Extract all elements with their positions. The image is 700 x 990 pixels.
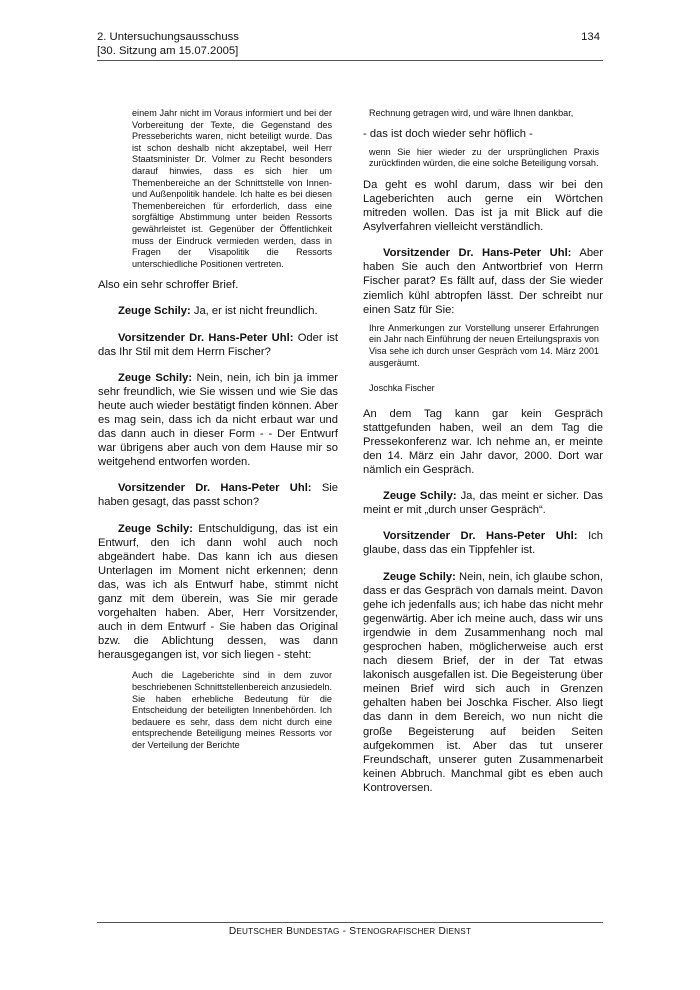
footer-word: EUTSCHER: [236, 927, 284, 936]
quoted-letter-excerpt: einem Jahr nicht im Voraus informiert und bei der Vorbereitung der Texte, die Gegenstand des Presseberichts waren, nicht beteiligt wurde. Das ist schon deshalb nicht akzeptabel, weil Herr Staatsminister Dr. Volmer zu Recht besonders darauf hinwies, dass es sich hier um Themenbereiche an der Schnittstelle von Innen- und Außenpolitik handele. Ich halte es bei diesen Themenbereichen für erforderlich, dass eine sorgfältige Abstimmung unter beiden Ressorts gewährleistet ist. Gegenüber der Öffentlichkeit muss der Eindruck vermieden werden, dass in Fragen der Visapolitik die Ressorts unterschiedliche Positionen vertreten.: [132, 108, 332, 269]
footer-word: TENOGRAFISCHER: [356, 927, 436, 936]
speech-text: Nein, nein, ich bin ja immer sehr freundlich, wie Sie wissen und wie Sie das heute auch wieder bestätigt finden können. Aber es mag sein, dass ich da nicht erbaut war und das dann auch in dieser Form - - Der Entwurf war übrigens aber auch von dem Hause mir so weitgehend entworfen worden.: [98, 371, 338, 469]
quoted-letter-excerpt: Rechnung getragen wird, und wäre Ihnen dankbar,: [369, 108, 574, 118]
speaker-name: Vorsitzender Dr. Hans-Peter Uhl:: [118, 482, 312, 495]
speaker-name: Zeuge Schily:: [118, 522, 193, 535]
speech-text: Entschuldigung, das ist ein Entwurf, den ich dann wohl auch noch abgeändert habe. Das kann ich aus diesen Unterlagen im Moment nicht erkennen; denn das, was ich als Entwurf habe, stimmt nicht ganz mit dem überein, was Sie mir gerade vorgehalten haben. Aber, Herr Vorsitzender, auch in dem Entwurf - Sie haben das Original bzw. die Ablichtung dessen, was dann herausgegangen ist, vor sich liegen - steht:: [98, 522, 338, 662]
speaker-paragraph: [363, 529, 603, 557]
footer-separator: -: [339, 926, 350, 937]
speaker-paragraph: [98, 331, 338, 359]
speaker-paragraph: [98, 371, 338, 470]
speech-text: Ja, das meint er sicher. Das meint er mit „durch unser Gespräch“.: [363, 490, 603, 517]
footer-rule: [97, 922, 603, 923]
header-committee: 2. Untersuchungsausschuss: [97, 31, 239, 43]
footer-initial: S: [349, 926, 357, 937]
speaker-name: Zeuge Schily:: [118, 305, 191, 318]
paragraph: Also ein sehr schroffer Brief.: [98, 279, 239, 292]
paragraph: An dem Tag kann gar kein Gespräch stattgefunden haben, weil an dem Tag die Pressekonferenz war. Ich nehme an, er meinte den 14. März ein Jahr davor, 2000. Dort war nämlich ein Gespräch.: [363, 407, 603, 477]
speech-text: Ich glaube, dass das ein Tippfehler ist.: [363, 530, 603, 557]
letter-signature: Joschka Fischer: [369, 383, 435, 394]
speaker-name: Zeuge Schily:: [383, 490, 457, 503]
page-footer: [97, 926, 603, 937]
page-number: 134: [581, 31, 600, 43]
right-column: [363, 108, 603, 795]
speaker-paragraph: [363, 489, 603, 517]
header-rule: [97, 60, 603, 61]
speaker-paragraph: [363, 246, 603, 316]
speaker-paragraph: [98, 481, 338, 509]
footer-initial: D: [228, 926, 237, 937]
speaker-name: Vorsitzender Dr. Hans-Peter Uhl:: [383, 247, 572, 260]
speaker-name: Zeuge Schily:: [118, 371, 193, 384]
footer-initial: D: [438, 926, 447, 937]
quoted-letter-excerpt: wenn Sie hier wieder zu der ursprünglichen Praxis zurückfinden würden, die eine solche Beteiligung vorsah.: [369, 146, 599, 169]
speaker-paragraph: [98, 304, 338, 318]
left-column: [98, 108, 338, 752]
speaker-name: Vorsitzender Dr. Hans-Peter Uhl:: [383, 530, 578, 543]
speech-text: Nein, nein, ich glaube schon, dass er das Gespräch von damals meint. Davon gehe ich jedenfalls aus; ich habe das nicht mehr gegenwärtig. Aber ich meine auch, dass wir uns irgendwie in dem Zusammenhang noch mal gesprochen haben, möglicherweise auch erst nach diesem Brief, der in der Tat etwas lakonisch ausgefallen ist. Die Begeisterung über meinen Brief wird sich auch in Grenzen gehalten haben bei Joschka Fischer. Also liegt das dann in dem Bereich, wo nun nicht die große Begeisterung auf beiden Seiten aufgekommen ist. Aber das tut unserer Freundschaft, unserer guten Zusammenarbeit keinen Abbruch. Manchmal gibt es eben auch Kontroversen.: [363, 570, 603, 794]
speaker-paragraph: [363, 570, 603, 796]
speech-text: Ja, er ist nicht freundlich.: [190, 305, 318, 318]
quoted-letter-excerpt: Ihre Anmerkungen zur Vorstellung unserer Erfahrungen ein Jahr nach Einführung der neuen Erteilungspraxis von Visa sehe ich durch unser Gespräch vom 14. März 2001 ausgeräumt.: [369, 322, 599, 368]
speaker-name: Zeuge Schily:: [383, 570, 456, 583]
footer-word: UNDESTAG: [293, 927, 340, 936]
paragraph: Da geht es wohl darum, dass wir bei den Lageberichten auch gerne ein Wörtchen mitreden wollen. Das ist ja mit Blick auf die Asylverfahren vielleicht verständlich.: [363, 178, 603, 234]
speaker-name: Vorsitzender Dr. Hans-Peter Uhl:: [118, 331, 294, 344]
header-session: [30. Sitzung am 15.07.2005]: [97, 45, 239, 57]
paragraph: - das ist doch wieder sehr höflich -: [363, 127, 533, 140]
quoted-letter-excerpt: Auch die Lageberichte sind in dem zuvor beschriebenen Schnittstellenbereich anzusiedeln. Sie haben erhebliche Bedeutung für die Entscheidung der beteiligten Innenbehörden. Ich bedauere es sehr, dass dem nicht durch eine entsprechende Beteiligung meines Ressorts vor der Verteilung der Berichte: [132, 670, 332, 751]
speech-text: Oder ist das Ihr Stil mit dem Herrn Fischer?: [98, 331, 339, 358]
speaker-paragraph: [98, 522, 338, 663]
footer-word: IENST: [446, 927, 472, 936]
footer-initial: B: [286, 926, 294, 937]
header-session-info: [97, 30, 239, 58]
speech-text: Sie haben gesagt, das passt schon?: [98, 482, 339, 509]
speech-text: Aber haben Sie auch den Antwortbrief von Herrn Fischer parat? Es fällt auf, dass der Sie wieder ziemlich kühl abtropfen lässt. Der schreibt nur einen Satz für Sie:: [363, 247, 603, 316]
